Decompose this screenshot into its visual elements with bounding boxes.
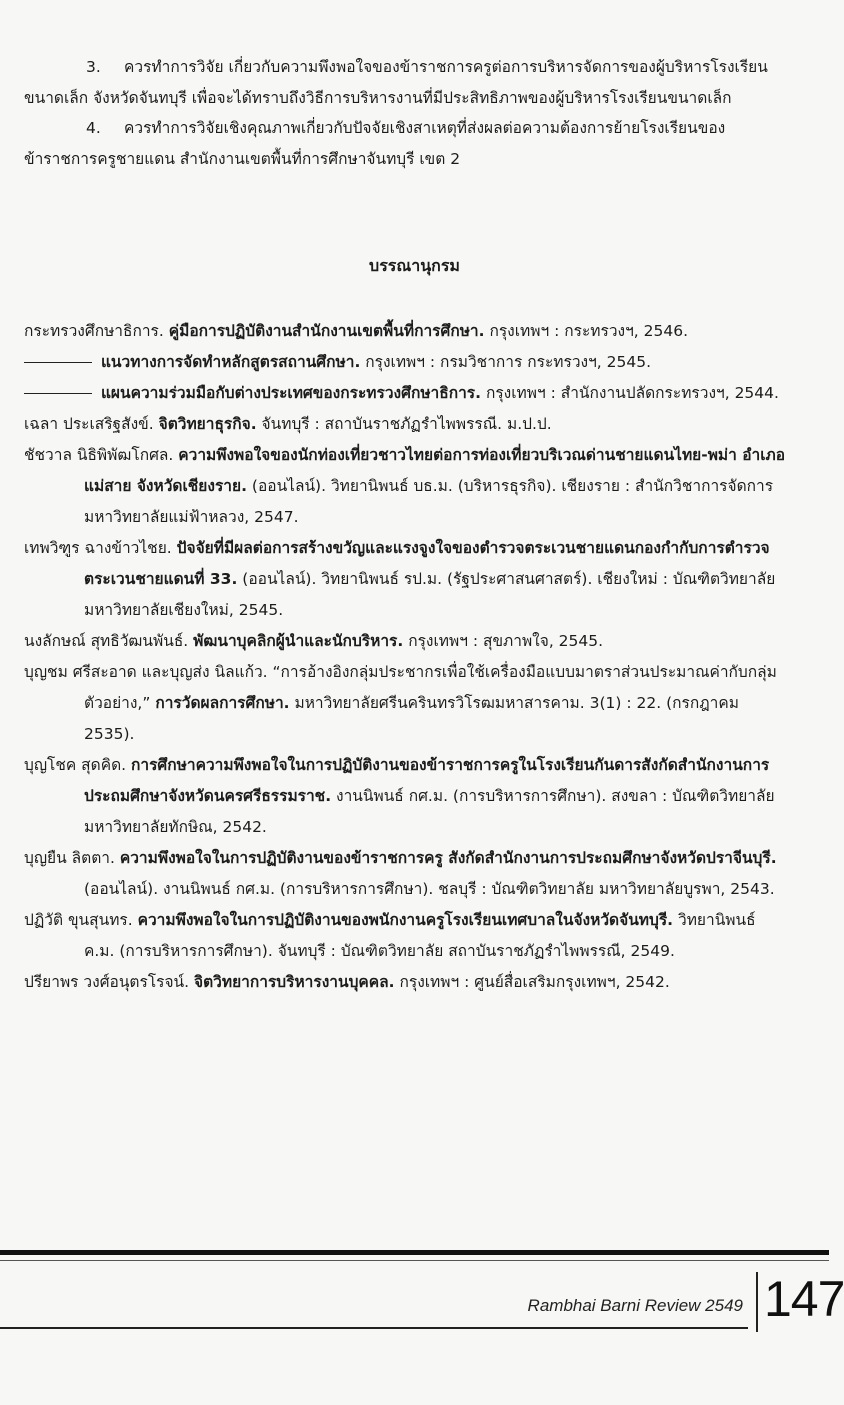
reference-author: ชัชวาล นิธิพิพัฒโกศล. [24, 446, 174, 464]
reference-title: แนวทางการจัดทำหลักสูตรสถานศึกษา. [100, 353, 361, 371]
reference-title: จิตวิทยาธุรกิจ. [158, 415, 257, 433]
reference-publication: กรุงเทพฯ : สุขภาพใจ, 2545. [408, 632, 604, 650]
recommendation-number: 4. [86, 119, 101, 137]
reference-entry [24, 409, 786, 440]
reference-publication: วิทยานิพนธ์ ค.ม. (การบริหารการศึกษา). จันทบุรี : บัณฑิตวิทยาลัย สถาบันราชภัฏรำไพพรรณี, 2549. [84, 911, 756, 960]
reference-publication: กรุงเทพฯ : ศูนย์สื่อเสริมกรุงเทพฯ, 2542. [399, 973, 670, 991]
recommendation-text: ควรทำการวิจัยเชิงคุณภาพเกี่ยวกับปัจจัยเชิงสาเหตุที่ส่งผลต่อความต้องการย้ายโรงเรียนของข้าราชการครูชายแดน สำนักงานเขตพื้นที่การศึกษาจันทบุรี เขต 2 [24, 119, 726, 168]
reference-author: ปฏิวัติ ขุนสุนทร. [24, 911, 133, 929]
reference-title: ความพึงพอใจของนักท่องเที่ยวชาวไทยต่อการท่องเที่ยวบริเวณด่านชายแดนไทย-พม่า อำเภอแม่สาย จังหวัดเชียงราย. [84, 446, 786, 495]
footer-divider [756, 1272, 758, 1332]
reference-title: พัฒนาบุคลิกผู้นำและนักบริหาร. [193, 632, 404, 650]
reference-entry [24, 750, 786, 843]
footer-bottom-rule [0, 1327, 748, 1329]
reference-entry [24, 626, 786, 657]
reference-entry [24, 657, 786, 750]
footer-thick-rule [0, 1250, 829, 1255]
recommendation-item [24, 52, 786, 113]
repeated-author-dash [24, 362, 92, 363]
reference-author: บุญยืน ลิตตา. [24, 849, 115, 867]
reference-author: เทพวิฑูร ฉางข้าวไชย. [24, 539, 172, 557]
reference-publication: (ออนไลน์). วิทยานิพนธ์ บธ.ม. (บริหารธุรกิจ). เชียงราย : สำนักวิชาการจัดการ มหาวิทยาลัยแม่ฟ้าหลวง, 2547. [84, 477, 774, 526]
reference-entry [24, 347, 786, 378]
reference-publication: จันทบุรี : สถาบันราชภัฏรำไพพรรณี. ม.ป.ป. [261, 415, 552, 433]
reference-publication: (ออนไลน์). งานนิพนธ์ กศ.ม. (การบริหารการศึกษา). ชลบุรี : บัณฑิตวิทยาลัย มหาวิทยาลัยบูรพา, 2543. [84, 880, 775, 898]
reference-entry [24, 967, 786, 998]
reference-entry [24, 905, 786, 967]
reference-entry [24, 843, 786, 905]
repeated-author-dash [24, 393, 92, 394]
reference-publication: (ออนไลน์). วิทยานิพนธ์ รป.ม. (รัฐประศาสนศาสตร์). เชียงใหม่ : บัณฑิตวิทยาลัย มหาวิทยาลัยเชียงใหม่, 2545. [84, 570, 776, 619]
reference-title: ปัจจัยที่มีผลต่อการสร้างขวัญและแรงจูงใจของตำรวจตระเวนชายแดนกองกำกับการตำรวจตระเวนชายแดนที่ 33. [84, 539, 770, 588]
reference-title: คู่มือการปฏิบัติงานสำนักงานเขตพื้นที่การศึกษา. [168, 322, 485, 340]
reference-publication: งานนิพนธ์ กศ.ม. (การบริหารการศึกษา). สงขลา : บัณฑิตวิทยาลัย มหาวิทยาลัยทักษิณ, 2542. [84, 787, 775, 836]
reference-author: บุญโชค สุดคิด. [24, 756, 127, 774]
reference-author: นงลักษณ์ สุทธิวัฒนพันธ์. [24, 632, 189, 650]
reference-list [24, 316, 786, 998]
footer-thin-rule [0, 1260, 829, 1261]
recommendations-section [24, 52, 786, 174]
reference-title: การวัดผลการศึกษา. [155, 694, 290, 712]
reference-author: ปรียาพร วงศ์อนุตรโรจน์. [24, 973, 190, 991]
recommendation-item [24, 113, 786, 174]
reference-entry [24, 440, 786, 533]
reference-entry [24, 378, 786, 409]
reference-publication: กรุงเทพฯ : กรมวิชาการ กระทรวงฯ, 2545. [365, 353, 652, 371]
reference-title: การศึกษาความพึงพอใจในการปฏิบัติงานของข้าราชการครูในโรงเรียนกันดารสังกัดสำนักงานการประถมศึกษาจังหวัดนครศรีธรรมราช. [84, 756, 770, 805]
reference-author: กระทรวงศึกษาธิการ. [24, 322, 164, 340]
reference-publication: กรุงเทพฯ : สำนักงานปลัดกระทรวงฯ, 2544. [485, 384, 779, 402]
reference-author: บุญชม ศรีสะอาด และบุญส่ง นิลแก้ว. “การอ้างอิงกลุ่มประชากรเพื่อใช้เครื่องมือแบบมาตราส่วนประมาณค่ากับกลุ่มตัวอย่าง,” [24, 663, 777, 712]
reference-entry [24, 533, 786, 626]
bibliography-heading: บรรณานุกรม [369, 256, 460, 275]
reference-title: จิตวิทยาการบริหารงานบุคคล. [194, 973, 395, 991]
recommendation-text: ควรทำการวิจัย เกี่ยวกับความพึงพอใจของข้าราชการครูต่อการบริหารจัดการของผู้บริหารโรงเรียนขนาดเล็ก จังหวัดจันทบุรี เพื่อจะได้ทราบถึงวิธีการบริหารงานที่มีประสิทธิภาพของผู้บริหารโรงเรียนขนาดเล็ก [24, 58, 768, 107]
reference-title: ความพึงพอใจในการปฏิบัติงานของข้าราชการครู สังกัดสำนักงานการประถมศึกษาจังหวัดปราจีนบุรี. [119, 849, 777, 867]
journal-name: Rambhai Barni Review 2549 [527, 1296, 743, 1315]
page-number: 147 [764, 1271, 844, 1327]
reference-author: เฉลา ประเสริฐสังข์. [24, 415, 154, 433]
reference-title: ความพึงพอใจในการปฏิบัติงานของพนักงานครูโรงเรียนเทศบาลในจังหวัดจันทบุรี. [137, 911, 674, 929]
recommendation-number: 3. [86, 58, 101, 76]
reference-title: แผนความร่วมมือกับต่างประเทศของกระทรวงศึกษาธิการ. [100, 384, 482, 402]
reference-publication: กรุงเทพฯ : กระทรวงฯ, 2546. [489, 322, 689, 340]
reference-publication: มหาวิทยาลัยศรีนครินทรวิโรฒมหาสารคาม. 3(1) : 22. (กรกฎาคม 2535). [84, 694, 739, 743]
reference-entry [24, 316, 786, 347]
